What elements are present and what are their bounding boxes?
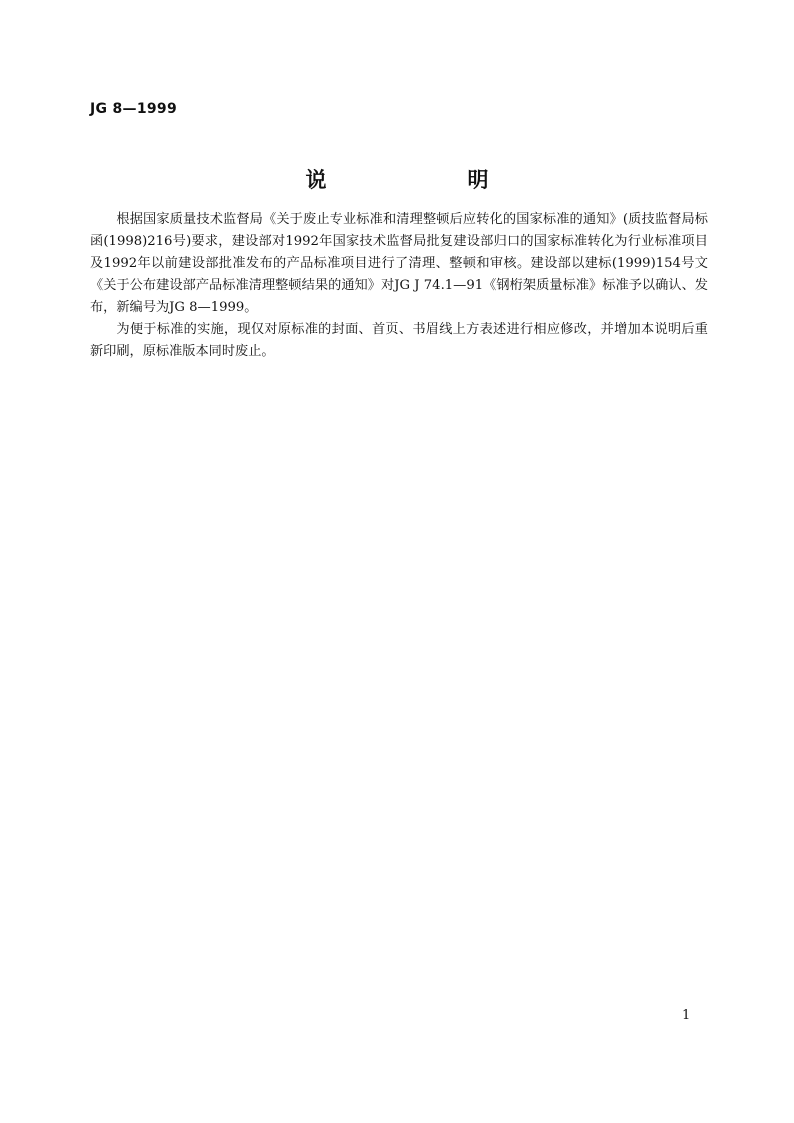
- page-title: 说 明: [305, 168, 549, 192]
- standard-code: JG 8—1999: [90, 101, 177, 117]
- paragraph-2: 为便于标准的实施，现仅对原标准的封面、首页、书眉线上方表述进行相应修改，并增加本说明后重新印刷，原标准版本同时废止。: [90, 322, 708, 359]
- page-number: 1: [682, 1008, 691, 1023]
- paragraph-1: 根据国家质量技术监督局《关于废止专业标准和清理整顿后应转化的国家标准的通知》(质技监督局标函(1998)216号)要求，建设部对1992年国家技术监督局批复建设部归口的国家标准转化为行业标准项目及1992年以前建设部批准发布的产品标准项目进行了清理、整顿和审核。建设部以建标(1999)154号文《关于公布建设部产品标准清理整顿结果的通知》对JG J 74.1—91《钢桁架质量标准》标准予以确认、发布，新编号为JG 8—1999。: [90, 212, 708, 315]
- document-body: [90, 209, 708, 363]
